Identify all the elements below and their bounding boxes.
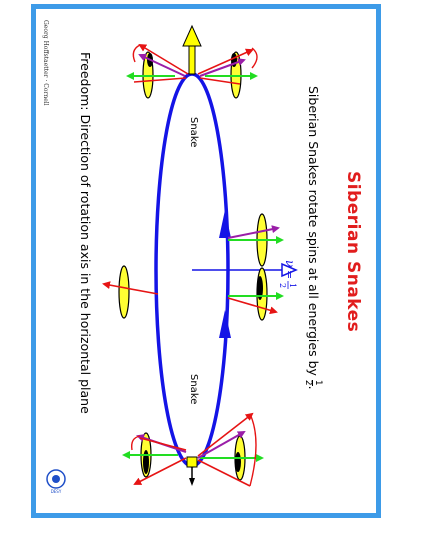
- nu-label: [278, 260, 297, 289]
- svg-text:1: 1: [288, 283, 297, 289]
- subtitle-fraction: 1 2: [303, 379, 323, 386]
- spin-precession-bottom-left: [124, 433, 186, 484]
- logo-text: DESY: [50, 489, 62, 494]
- snake-marker-top: [189, 42, 195, 74]
- snake-label-bottom: Snake: [188, 374, 199, 405]
- spin-precession-right-upper: [228, 214, 282, 266]
- svg-text:2: 2: [278, 283, 287, 289]
- snake-label-top: Snake: [188, 117, 199, 148]
- spin-precession-left: [104, 266, 158, 318]
- desy-logo: [47, 470, 65, 494]
- svg-text:ν: ν: [283, 260, 297, 268]
- spin-precession-right-lower: [228, 268, 282, 320]
- subtitle-text: Siberian Snakes rotate spins at all energies by: [306, 86, 321, 380]
- slide-subtitle: Siberian Snakes rotate spins at all energies by 1 2 .: [303, 86, 323, 390]
- snake-marker-bottom: [187, 457, 197, 467]
- freedom-note: Freedom: Direction of rotation axis in the horizontal plane: [78, 52, 93, 414]
- svg-text:=: =: [283, 270, 296, 280]
- ring-direction-arrow: [219, 310, 231, 338]
- author-credit: Georg Hoffstaetter · Cornell: [42, 20, 49, 106]
- ring-direction-arrow: [219, 210, 231, 238]
- slide-title: Siberian Snakes: [343, 171, 363, 333]
